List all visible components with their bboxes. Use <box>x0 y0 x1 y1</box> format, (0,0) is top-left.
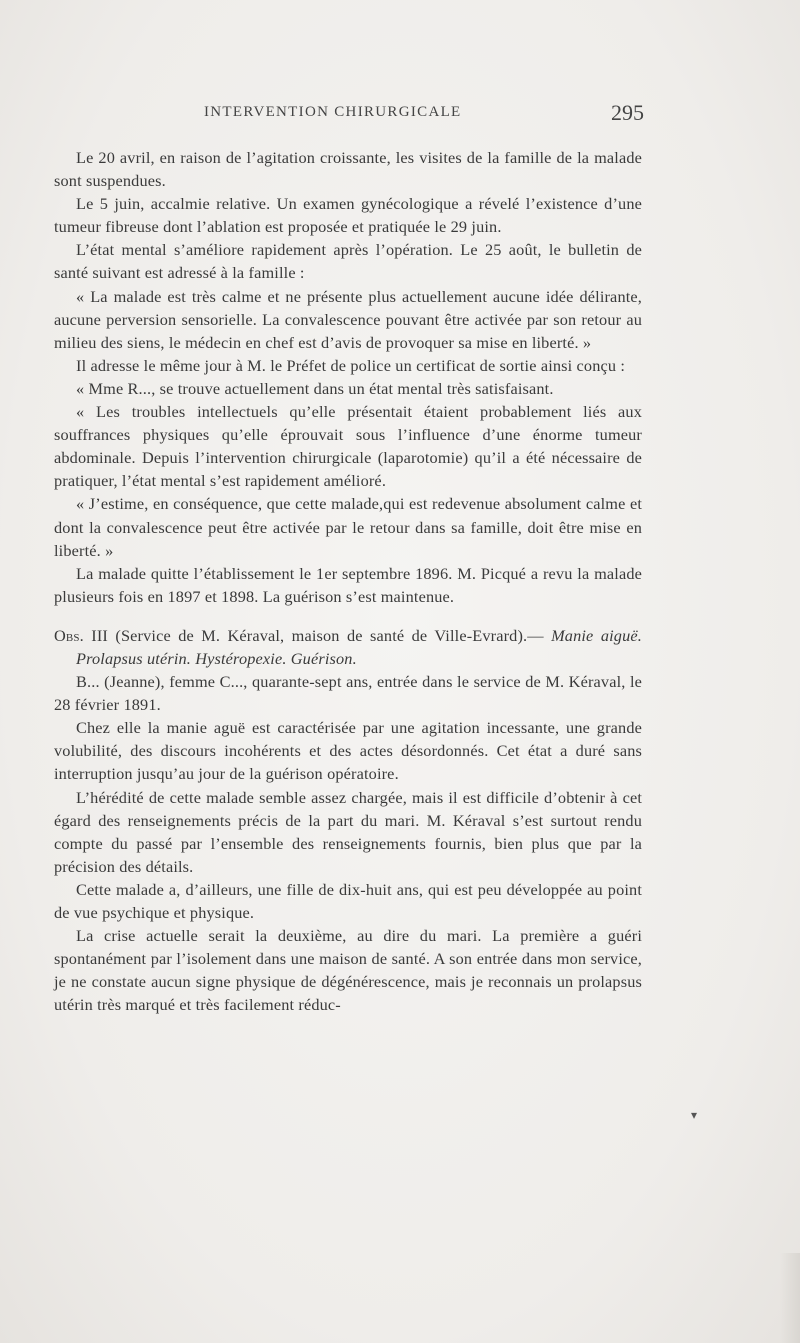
page-body <box>54 146 642 1016</box>
running-header <box>54 102 644 132</box>
paragraph: L’état mental s’améliore rapidement après l’opération. Le 25 août, le bulletin de santé suivant est adressé à la famille : <box>54 240 642 283</box>
quote-paragraph: « J’estime, en conséquence, que cette malade,qui est redevenue absolument calme et dont la convalescence peut être activée par le retour dans sa famille, doit être mise en liberté. » <box>54 494 642 560</box>
observation-title: Manie aiguë. Prolapsus utérin. Hystéropexie. Guérison. <box>76 625 642 668</box>
observation-heading <box>54 624 642 670</box>
paragraph: Il adresse le même jour à M. le Préfet de police un certificat de sortie ainsi conçu : <box>76 355 626 375</box>
paragraph: Cette malade a, d’ailleurs, une fille de dix-huit ans, qui est peu développée au point de vue psychique et physique. <box>54 879 642 922</box>
paragraph: Le 20 avril, en raison de l’agitation croissante, les visites de la famille de la malade sont suspendues. <box>54 148 642 191</box>
observation-label: Obs. III <box>54 625 108 645</box>
page-number: 295 <box>611 100 644 125</box>
paragraph: Chez elle la manie aguë est caractérisée par une agitation incessante, une grande volubilité, des discours incohérents et des actes désordonnés. Cet état a duré sans interruption jusqu’au jour de la guérison opératoire. <box>54 718 642 784</box>
paragraph: B... (Jeanne), femme C..., quarante-sept ans, entrée dans le service de M. Kéraval, le 28 février 1891. <box>54 672 642 715</box>
paragraph: Le 5 juin, accalmie relative. Un examen gynécologique a révelé l’existence d’une tumeur fibreuse dont l’ablation est proposée et pratiquée le 29 juin. <box>54 194 642 237</box>
quote-paragraph: « Les troubles intellectuels qu’elle présentait étaient probablement liés aux souffrances physiques qu’elle éprouvait sous l’influence d’une énorme tumeur abdominale. Depuis l’intervention chirurgicale (laparotomie) qu’il a été nécessaire de pratiquer, l’état mental s’est rapidement amélioré. <box>54 402 642 491</box>
quote-paragraph: « Mme R..., se trouve actuellement dans un état mental très satisfaisant. <box>76 378 554 398</box>
page-edge-shadow <box>780 1253 800 1343</box>
running-title: INTERVENTION CHIRURGICALE <box>204 104 462 120</box>
margin-mark: ▾ <box>691 1108 698 1122</box>
paragraph: L’hérédité de cette malade semble assez chargée, mais il est difficile d’obtenir à cet égard des renseignements précis de la part du mari. M. Kéraval s’est surtout rendu compte du passé par l’ensemble des renseignements fournis, bien plus que par la précision des détails. <box>54 787 642 876</box>
quote-paragraph: « La malade est très calme et ne présente plus actuellement aucune idée délirante, aucune perversion sensorielle. La convalescence pouvant être activée par son retour au milieu des siens, le médecin en chef est d’avis de provoquer sa mise en liberté. » <box>54 286 642 352</box>
observation-service: (Service de M. Kéraval, maison de santé de Ville-Evrard).— <box>115 625 552 645</box>
paragraph: La malade quitte l’établissement le 1er septembre 1896. M. Picqué a revu la malade plusieurs fois en 1897 et 1898. La guérison s’est maintenue. <box>54 563 642 606</box>
paragraph: La crise actuelle serait la deuxième, au dire du mari. La première a guéri spontanément par l’isolement dans une maison de santé. A son entrée dans mon service, je ne constate aucun signe physique de dégénérescence, mais je reconnais un prolapsus utérin très marqué et très facilement réduc- <box>54 926 642 1015</box>
